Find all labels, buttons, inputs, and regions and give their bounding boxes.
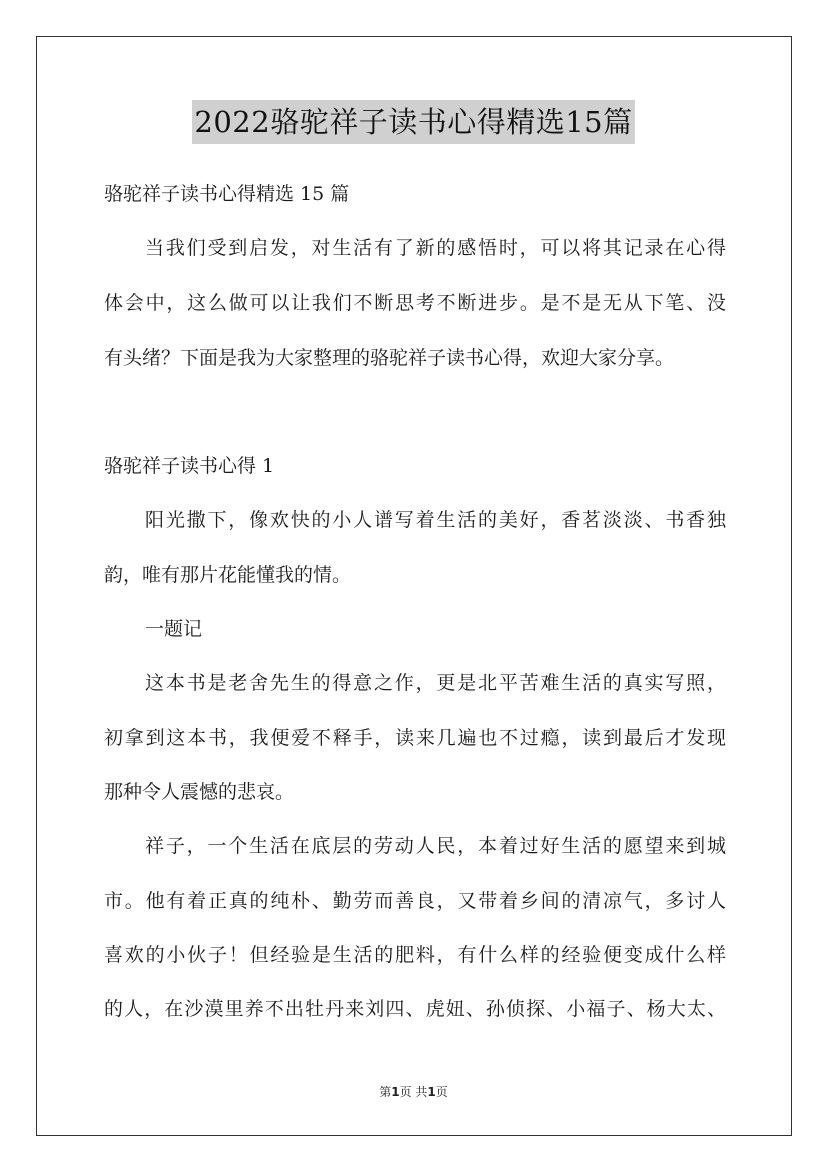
paragraph-line: 喜欢的小伙子！但经验是生活的肥料，有什么样的经验便变成什么样 <box>104 944 726 966</box>
footer-page-current: 1 <box>391 1085 400 1099</box>
paragraph-line: 祥子，一个生活在底层的劳动人民，本着过好生活的愿望来到城 <box>145 835 726 857</box>
paragraph-line: 这本书是老舍先生的得意之作，更是北平苦难生活的真实写照， <box>145 672 726 694</box>
section-heading: 骆驼祥子读书心得 1 <box>104 455 275 477</box>
document-subtitle: 骆驼祥子读书心得精选 15 篇 <box>104 183 350 205</box>
subheading: 一题记 <box>145 618 203 640</box>
paragraph-line: 阳光撒下，像欢快的小人谱写着生活的美好，香茗淡淡、书香独 <box>145 509 726 531</box>
document-title: 2022骆驼祥子读书心得精选15篇 <box>192 100 634 144</box>
footer-page-total: 1 <box>427 1085 436 1099</box>
paragraph-line: 的人，在沙漠里养不出牡丹来刘四、虎妞、孙侦探、小福子、杨大太、 <box>104 998 726 1020</box>
intro-line: 体会中，这么做可以让我们不断思考不断进步。是不是无从下笔、没 <box>104 292 726 314</box>
page-footer <box>0 1083 827 1101</box>
intro-line: 有头绪？下面是我为大家整理的骆驼祥子读书心得，欢迎大家分享。 <box>104 347 675 369</box>
title-container <box>0 100 827 144</box>
paragraph-line: 初拿到这本书，我便爱不释手，读来几遍也不过瘾，读到最后才发现 <box>104 727 726 749</box>
paragraph-line: 那种令人震憾的悲哀。 <box>104 781 295 803</box>
paragraph-line: 市。他有着正真的纯朴、勤劳而善良，又带着乡间的清凉气，多讨人 <box>104 890 726 912</box>
intro-line: 当我们受到启发，对生活有了新的感悟时，可以将其记录在心得 <box>145 237 726 259</box>
paragraph-line: 韵，唯有那片花能懂我的情。 <box>104 564 352 586</box>
footer-page-suffix: 页 <box>435 1085 448 1099</box>
footer-page-mid: 页 共 <box>399 1085 428 1099</box>
footer-page-prefix: 第 <box>379 1085 392 1099</box>
